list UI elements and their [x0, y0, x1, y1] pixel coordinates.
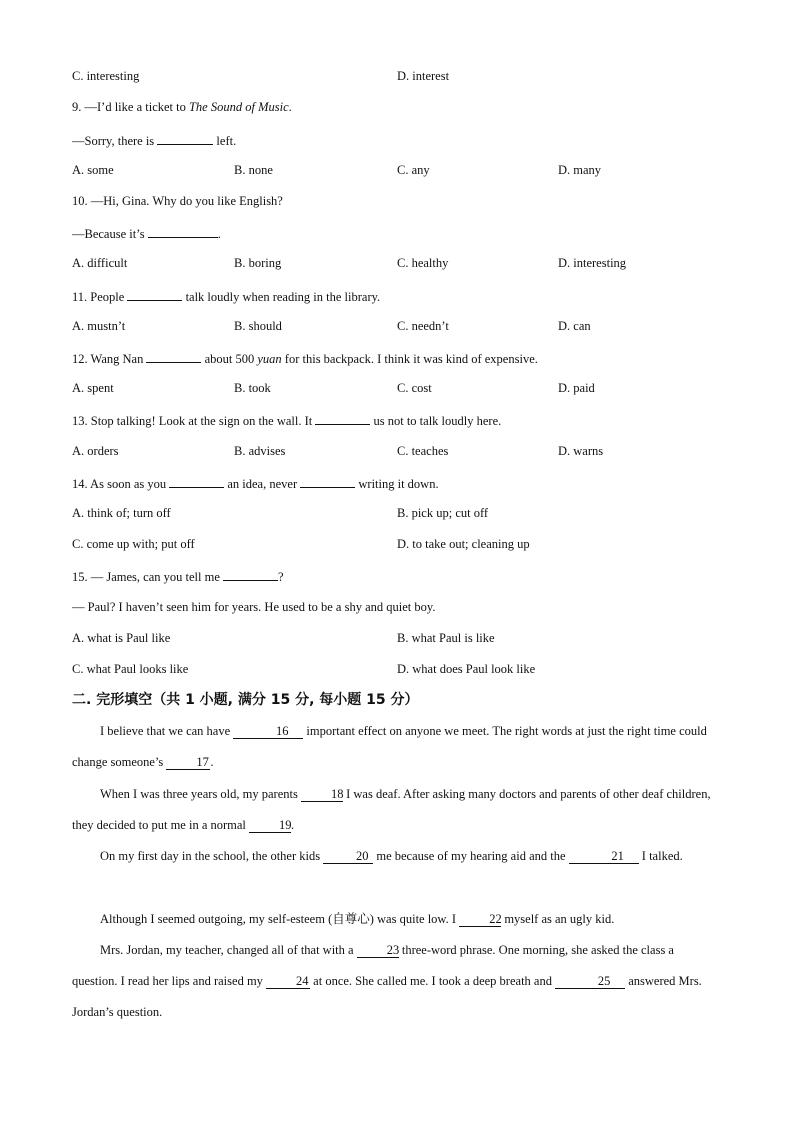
- p3-text-b: me because of my hearing aid and the: [373, 849, 569, 863]
- q11-post: talk loudly when reading in the library.: [182, 290, 381, 304]
- q12-mid: about 500: [201, 352, 258, 366]
- cloze-paragraph-3: [72, 841, 722, 872]
- q11-blank: [127, 287, 182, 301]
- p2-text-b: I was deaf. After asking many doctors and parents of other deaf children, they decided to put me in a normal: [72, 787, 711, 832]
- q10-reply: [72, 224, 221, 242]
- q15-reply: — Paul? I haven’t seen him for years. He used to be a shy and quiet boy.: [72, 600, 436, 614]
- p3-text-c: I talked.: [638, 849, 683, 863]
- blank-21: 21: [569, 849, 639, 864]
- q14-blank-2: [300, 474, 355, 488]
- blank-17: 17: [166, 755, 210, 770]
- q12-option-d: D. paid: [558, 381, 595, 395]
- q15-stem: [72, 567, 284, 585]
- q9-option-a: A. some: [72, 163, 114, 177]
- cloze-paragraph-1: [72, 716, 722, 778]
- q12-post: for this backpack. I think it was kind of expensive.: [281, 352, 538, 366]
- p1-text-c: .: [210, 755, 214, 769]
- blank-18: 18: [301, 787, 343, 802]
- blank-19: 19: [249, 818, 291, 833]
- q10-option-d: D. interesting: [558, 256, 627, 270]
- q14-blank-1: [169, 474, 224, 488]
- q14-option-d: D. to take out; cleaning up: [397, 537, 530, 551]
- q9-option-b: B. none: [234, 163, 273, 177]
- p5-text-d: answered Mrs. Jordan’s question.: [72, 974, 702, 1019]
- blank-24: 24: [266, 974, 310, 989]
- q11-pre: 11. People: [72, 290, 128, 304]
- p1-text-b: important effect on anyone we meet. The right words at just the right time could change someone’s: [72, 724, 707, 769]
- q10-option-a: A. difficult: [72, 256, 128, 270]
- q15-pre: 15. — James, can you tell me: [72, 570, 224, 584]
- q9-option-c: C. any: [397, 163, 430, 177]
- q13-option-d: D. warns: [558, 444, 604, 458]
- q15-option-a: A. what is Paul like: [72, 631, 171, 645]
- blank-23: 23: [357, 943, 399, 958]
- q14-option-c: C. come up with; put off: [72, 537, 195, 551]
- p4-text-b: myself as an ugly kid.: [501, 912, 615, 926]
- cloze-paragraph-5: [72, 935, 722, 1028]
- blank-22: 22: [459, 912, 501, 927]
- p4-text-a: Although I seemed outgoing, my self-esteem (自尊心) was quite low. I: [100, 912, 460, 926]
- q9-prefix: 9. —I’d like a ticket to: [72, 100, 189, 114]
- q12-stem: [72, 349, 538, 367]
- q9-option-d: D. many: [558, 163, 602, 177]
- q15-option-d: D. what does Paul look like: [397, 662, 536, 676]
- q15-option-b: B. what Paul is like: [397, 631, 495, 645]
- q11-option-a: A. mustn’t: [72, 319, 126, 333]
- blank-20: 20: [323, 849, 373, 864]
- q10-reply-post: .: [217, 227, 221, 241]
- q12-option-b: B. took: [234, 381, 271, 395]
- cloze-paragraph-4: [72, 904, 722, 935]
- p1-text-a: I believe that we can have: [100, 724, 234, 738]
- p5-text-a: Mrs. Jordan, my teacher, changed all of that with a: [100, 943, 357, 957]
- q11-option-d: D. can: [558, 319, 591, 333]
- q9-reply: [72, 131, 236, 149]
- q8-option-c: C. interesting: [72, 69, 140, 83]
- q12-option-a: A. spent: [72, 381, 114, 395]
- q11-stem: [72, 287, 380, 305]
- q9-reply-pre: —Sorry, there is: [72, 134, 158, 148]
- q12-blank: [146, 349, 201, 363]
- q13-option-b: B. advises: [234, 444, 286, 458]
- q15-post: ?: [278, 570, 284, 584]
- q9-stem: [72, 99, 292, 115]
- q14-option-a: A. think of; turn off: [72, 506, 171, 520]
- q10-reply-pre: —Because it’s: [72, 227, 148, 241]
- q14-mid: an idea, never: [224, 477, 301, 491]
- q13-option-c: C. teaches: [397, 444, 449, 458]
- q15-option-c: C. what Paul looks like: [72, 662, 189, 676]
- q14-post: writing it down.: [355, 477, 439, 491]
- q11-option-c: C. needn’t: [397, 319, 449, 333]
- p2-text-a: When I was three years old, my parents: [100, 787, 301, 801]
- p5-text-c: at once. She called me. I took a deep breath and: [310, 974, 556, 988]
- q13-blank: [315, 411, 370, 425]
- q13-pre: 13. Stop talking! Look at the sign on the wall. It: [72, 414, 316, 428]
- q13-stem: [72, 411, 501, 429]
- section-heading-cloze: 二. 完形填空（共 1 小题, 满分 15 分, 每小题 15 分）: [72, 692, 419, 708]
- q15-blank: [223, 567, 278, 581]
- q10-stem: 10. —Hi, Gina. Why do you like English?: [72, 194, 283, 208]
- q12-pre: 12. Wang Nan: [72, 352, 147, 366]
- p2-text-c: .: [291, 818, 295, 832]
- q9-blank: [157, 131, 213, 145]
- q9-suffix: .: [288, 100, 292, 114]
- cloze-paragraph-2: [72, 779, 722, 841]
- q9-reply-post: left.: [213, 134, 237, 148]
- q9-title: The Sound of Music: [188, 100, 289, 114]
- q11-option-b: B. should: [234, 319, 282, 333]
- q13-option-a: A. orders: [72, 444, 119, 458]
- q10-option-c: C. healthy: [397, 256, 449, 270]
- q13-post: us not to talk loudly here.: [370, 414, 502, 428]
- blank-25: 25: [555, 974, 625, 989]
- q12-yuan: yuan: [257, 352, 282, 366]
- blank-16: 16: [233, 724, 303, 739]
- q14-option-b: B. pick up; cut off: [397, 506, 489, 520]
- p3-text-a: On my first day in the school, the other kids: [100, 849, 324, 863]
- q14-pre: 14. As soon as you: [72, 477, 170, 491]
- q12-option-c: C. cost: [397, 381, 432, 395]
- p5-text-b: three-word phrase. One morning, she asked the class a question. I read her lips and raised my: [72, 943, 674, 988]
- q10-option-b: B. boring: [234, 256, 282, 270]
- q14-stem: [72, 474, 439, 492]
- q8-option-d: D. interest: [397, 69, 450, 83]
- q10-blank: [148, 224, 218, 238]
